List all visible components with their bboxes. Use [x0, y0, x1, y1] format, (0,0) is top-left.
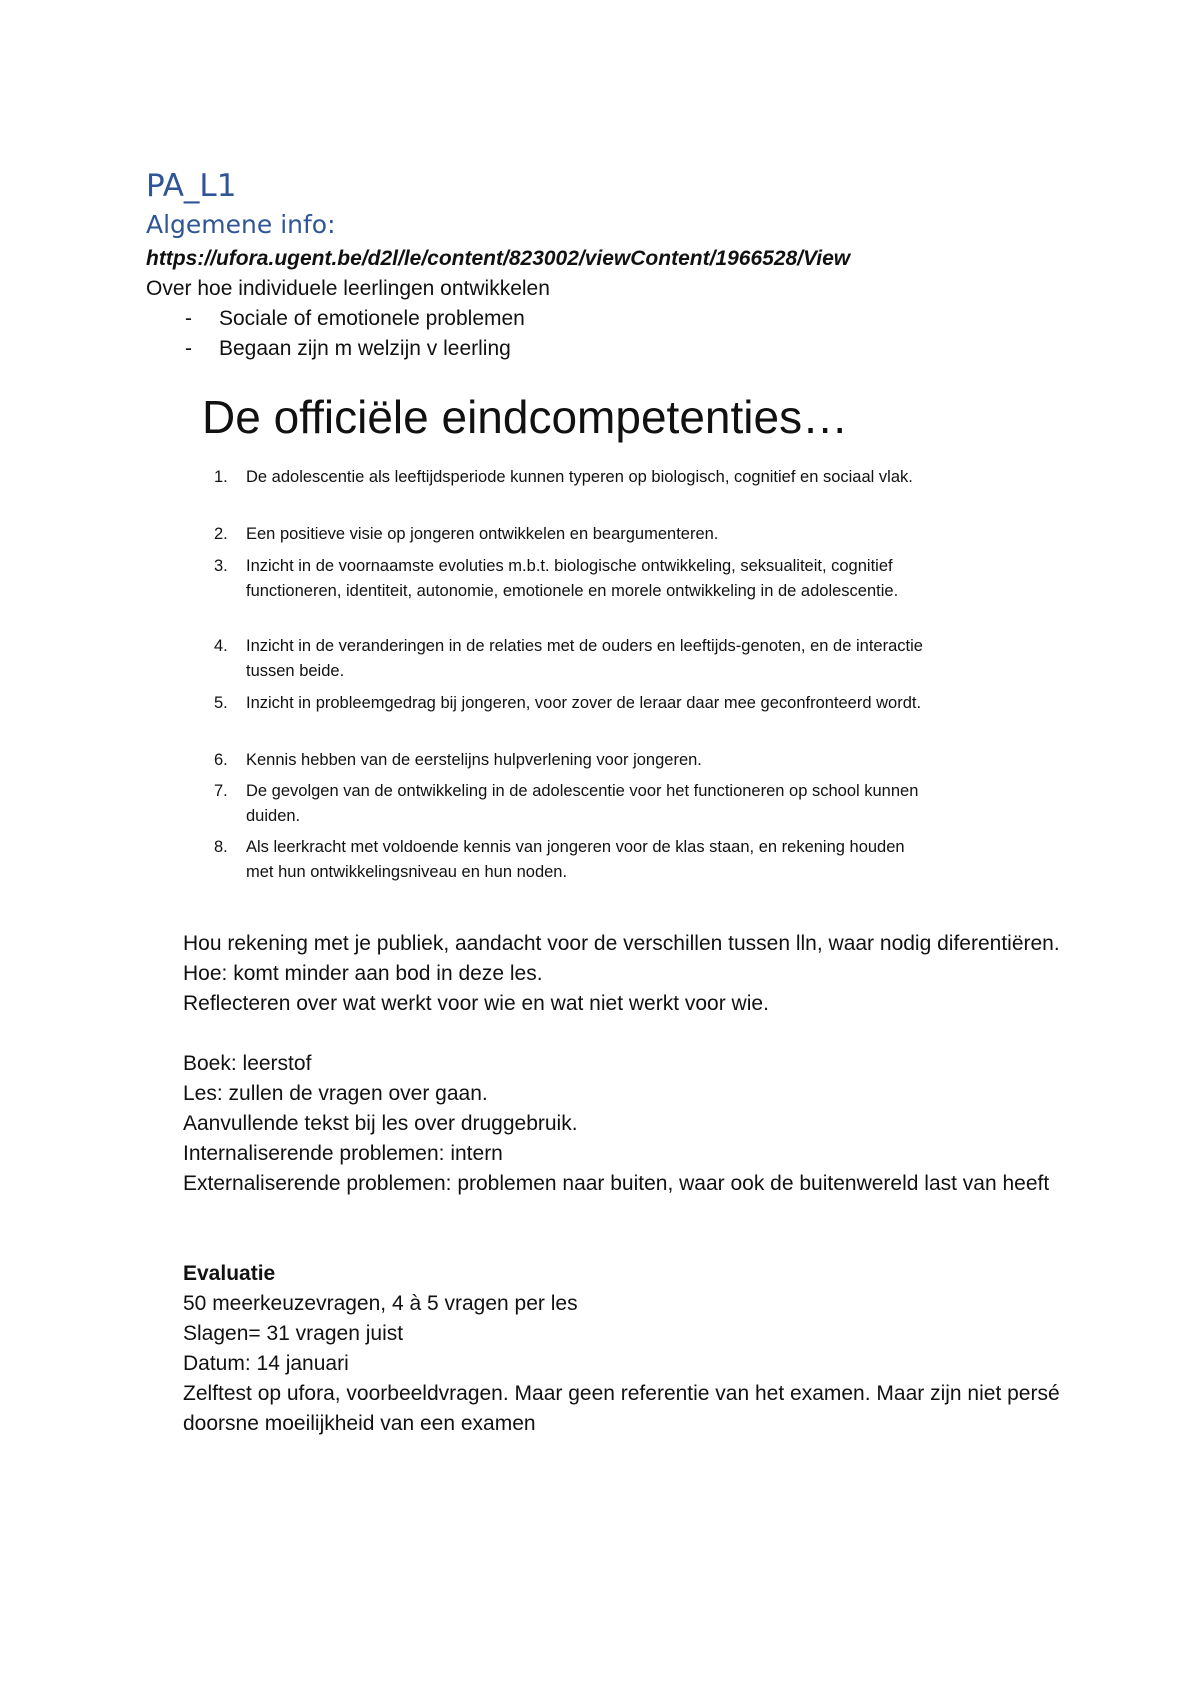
competency-number: 5.	[214, 694, 228, 712]
competency-text: De adolescentie als leeftijdsperiode kunnen typeren op biologisch, cognitief en sociaal vlak.	[246, 468, 913, 486]
competency-item	[214, 465, 934, 490]
competency-number: 4.	[214, 637, 228, 655]
competency-number: 3.	[214, 557, 228, 575]
competency-item	[214, 748, 934, 773]
evaluation-line: Slagen= 31 vragen juist	[183, 1322, 404, 1345]
course-url[interactable]: https://ufora.ugent.be/d2l/le/content/823002/viewContent/1966528/View	[146, 247, 851, 270]
competency-item	[214, 522, 934, 547]
intro-text: Over hoe individuele leerlingen ontwikkelen	[146, 277, 550, 300]
note-line: Hou rekening met je publiek, aandacht voor de verschillen tussen lln, waar nodig diferentiëren. Hoe: komt minder aan bod in deze les.	[183, 932, 1060, 985]
section-subtitle: Algemene info:	[146, 210, 336, 239]
slide-heading: De officiële eindcompetenties…	[202, 391, 849, 443]
bullet-text: Begaan zijn m welzijn v leerling	[219, 337, 511, 360]
competency-text: Inzicht in de voornaamste evoluties m.b.t. biologische ontwikkeling, seksualiteit, cognitief functioneren, identiteit, autonomie, emotionele en morele ontwikkeling in de adolescentie.	[246, 557, 899, 600]
competency-number: 8.	[214, 838, 228, 856]
competency-number: 2.	[214, 525, 228, 543]
evaluation-line: 50 meerkeuzevragen, 4 à 5 vragen per les	[183, 1292, 578, 1315]
evaluation-line: Datum: 14 januari	[183, 1352, 349, 1375]
competency-text: Kennis hebben van de eerstelijns hulpverlening voor jongeren.	[246, 751, 702, 769]
competency-item	[214, 779, 934, 829]
evaluation-section	[183, 1259, 1083, 1439]
note-paragraph	[183, 929, 1083, 1019]
competency-text: Inzicht in probleemgedrag bij jongeren, voor zover de leraar daar mee geconfronteerd wordt.	[246, 694, 922, 712]
bullet-text: Sociale of emotionele problemen	[219, 307, 525, 330]
info-line: Les: zullen de vragen over gaan.	[183, 1082, 488, 1105]
bullet-item: - Begaan zijn m welzijn v leerling	[185, 337, 511, 360]
competency-number: 6.	[214, 751, 228, 769]
competency-text: De gevolgen van de ontwikkeling in de adolescentie voor het functioneren op school kunnen duiden.	[246, 782, 919, 825]
competency-text: Een positieve visie op jongeren ontwikkelen en beargumenteren.	[246, 525, 719, 543]
competency-item	[214, 835, 934, 885]
info-line: Aanvullende tekst bij les over druggebruik.	[183, 1112, 578, 1135]
note-line: Reflecteren over wat werkt voor wie en wat niet werkt voor wie.	[183, 992, 769, 1015]
competency-text: Inzicht in de veranderingen in de relaties met de ouders en leeftijds-genoten, en de interactie tussen beide.	[246, 637, 923, 680]
competency-text: Als leerkracht met voldoende kennis van jongeren voor de klas staan, en rekening houden met hun ontwikkelingsniveau en hun noden.	[246, 838, 905, 881]
course-info-paragraph	[183, 1049, 1083, 1199]
competency-number: 7.	[214, 782, 228, 800]
info-line: Internaliserende problemen: intern	[183, 1142, 503, 1165]
evaluation-line: Zelftest op ufora, voorbeeldvragen. Maar geen referentie van het examen. Maar zijn niet persé doorsne moeilijkheid van een examen	[183, 1382, 1060, 1435]
competency-item	[214, 634, 934, 684]
page-title: PA_L1	[146, 168, 237, 204]
info-line: Externaliserende problemen: problemen naar buiten, waar ook de buitenwereld last van heeft	[183, 1172, 1050, 1195]
bullet-item: - Sociale of emotionele problemen	[185, 307, 525, 330]
competency-number: 1.	[214, 468, 228, 486]
info-line: Boek: leerstof	[183, 1052, 312, 1075]
evaluation-heading: Evaluatie	[183, 1262, 276, 1285]
competency-item	[214, 691, 934, 716]
competency-item	[214, 554, 934, 604]
